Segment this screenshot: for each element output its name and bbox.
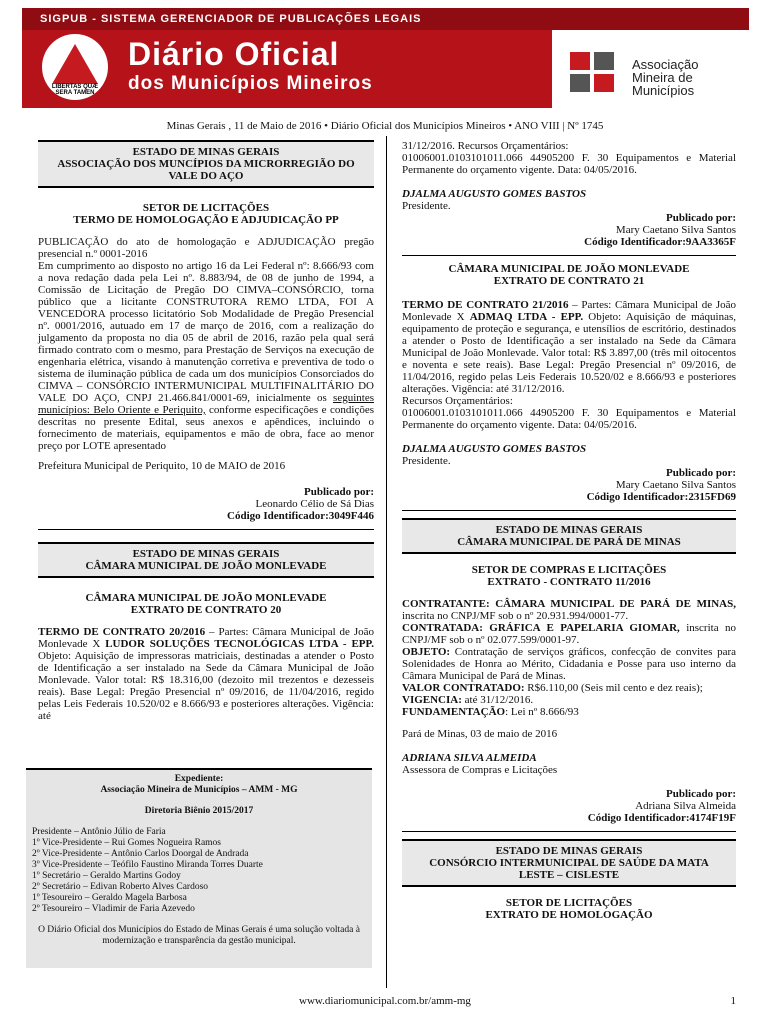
bold-text: TERMO DE CONTRATO 20/2016 <box>38 626 206 638</box>
page-number: 1 <box>730 995 736 1007</box>
amm-line-2: Mineira de <box>632 70 693 85</box>
identifier-code: Código Identificador:9AA3365F <box>584 236 736 248</box>
member: Presidente – Antônio Júlio de Faria <box>32 827 166 837</box>
published-label: Publicado por: <box>666 212 736 224</box>
signatory-name: ADRIANA SILVA ALMEIDA <box>402 752 537 764</box>
value: : GRÁFICA E PAPELARIA GIOMAR, <box>479 622 680 634</box>
box-line: ASSOCIAÇÃO DOS MUNCÍPIOS DA MICRORREGIÃO DO <box>57 158 355 170</box>
member: 1º Vice-Presidente – Rui Gomes Nogueira Ramos <box>32 838 221 848</box>
paragraph <box>38 260 374 452</box>
heading-line: CÂMARA MUNICIPAL DE JOÃO MONLEVADE <box>85 592 327 604</box>
heading-line: TERMO DE HOMOLOGAÇÃO E ADJUDICAÇÃO PP <box>73 214 339 226</box>
section-box-cisleste <box>402 839 736 887</box>
label: VALOR CONTRATADO: <box>402 682 525 694</box>
published-label: Publicado por: <box>666 788 736 800</box>
heading-line: EXTRATO - CONTRATO 11/2016 <box>487 576 651 588</box>
minas-gerais-seal-icon <box>42 34 108 100</box>
signatory-role: Presidente. <box>402 200 451 212</box>
text: Em cumprimento ao disposto no artigo 16 da Lei Federal nº: 8.666/93 com a nova redação dada pela Lei nº. 8.883/94, de 08 de junho de 1994, a Comissão de Licitação de Pregão DO CIMVA–CONSÓRCIO, torna público que a licitante CONSTRUTORA REMO LTDA, FOI A VENCEDORA processo licitatório Sob Modalidade de Pregão Presencial nº. 0001/2016, autuado em 17 de março de 2016, com a realização do julgamento da proposta no dia 05 de abril de 2016, razão pela qual será firmado contrato com o mesmo, para Prestação de Serviços na execução de engenharia elétrica, visando à manutenção corretiva e preventiva de todo o sistema de iluminação pública de cada um dos municípios Consorciados do CIMVA – CONSÓRCIO INTERMUNICIPAL MULTIFINALITÁRIO DO VALE DO AÇO, CNPJ 21.466.841/0001-69, inicialmente os <box>38 260 374 404</box>
contract-details <box>402 598 736 718</box>
label: VIGENCIA: <box>402 694 462 706</box>
member: 1º Tesoureiro – Geraldo Magela Barbosa <box>32 893 187 903</box>
section-heading <box>402 564 736 588</box>
amm-logo-text <box>632 58 698 97</box>
paragraph <box>402 407 736 431</box>
amm-logo-icon <box>570 52 614 92</box>
expediente-title: Expediente: <box>174 774 224 784</box>
section-box-para-de-minas <box>402 518 736 554</box>
text: Recursos Orçamentários: <box>402 395 513 407</box>
text: 01006001.0103101011.066 44905200 F. 30 Equipamentos e Material Permanente do orçamento vigente. Data: 04/05/2016. <box>402 407 736 431</box>
box-line: ESTADO DE MINAS GERAIS <box>132 548 280 560</box>
signatory-name: DJALMA AUGUSTO GOMES BASTOS <box>402 188 587 200</box>
identifier-code: Código Identificador:3049F446 <box>227 510 374 522</box>
heading-line: CÂMARA MUNICIPAL DE JOÃO MONLEVADE <box>448 263 690 275</box>
heading-line: EXTRATO DE CONTRATO 21 <box>493 275 645 287</box>
signatory-role: Assessora de Compras e Licitações <box>402 764 558 776</box>
box-line: ESTADO DE MINAS GERAIS <box>495 524 643 536</box>
paragraph <box>402 299 736 395</box>
text: – Partes: Câmara Municipal de João Monlevade X <box>402 299 736 323</box>
published-by <box>402 467 736 503</box>
sigpub-strip: SIGPUB - SISTEMA GERENCIADOR DE PUBLICAÇÕES LEGAIS <box>22 8 749 30</box>
text: R$6.110,00 (Seis mil cento e dez reais); <box>524 682 703 694</box>
publisher-name: Adriana Silva Almeida <box>635 800 736 812</box>
label: CONTRATANTE <box>402 598 486 610</box>
box-line: CÂMARA MUNICIPAL DE JOÃO MONLEVADE <box>85 560 327 572</box>
paragraph <box>402 395 736 407</box>
published-label: Publicado por: <box>666 467 736 479</box>
label: CONTRATADA <box>402 622 480 634</box>
member: 3º Vice-Presidente – Teófilo Faustino Miranda Torres Duarte <box>32 860 263 870</box>
masthead-title: Diário Oficial <box>128 36 340 72</box>
section-heading <box>38 202 374 226</box>
section-heading <box>402 263 736 287</box>
box-line: ESTADO DE MINAS GERAIS <box>495 845 643 857</box>
heading-line: SETOR DE COMPRAS E LICITAÇÕES <box>471 564 667 576</box>
signatory-name: DJALMA AUGUSTO GOMES BASTOS <box>402 443 587 455</box>
heading-line: SETOR DE LICITAÇÕES <box>505 897 633 909</box>
published-by <box>402 212 736 248</box>
box-line: CÂMARA MUNICIPAL DE PARÁ DE MINAS <box>457 536 681 548</box>
seal-triangle <box>52 44 98 84</box>
place-date: Prefeitura Municipal de Periquito, 10 de MAIO de 2016 <box>38 460 286 472</box>
divider <box>402 510 736 511</box>
published-by <box>402 788 736 824</box>
text: inscrita no CNPJ/MF sob o nº 02.077.599/0001-97. <box>402 622 736 646</box>
heading-line: SETOR DE LICITAÇÕES <box>142 202 270 214</box>
heading-line: EXTRATO DE CONTRATO 20 <box>130 604 282 616</box>
text: : Lei nº 8.666/93 <box>505 706 579 718</box>
underlined-text: seguintes municípios: Belo Oriente e Periquito, <box>38 392 374 416</box>
section-heading <box>402 897 736 921</box>
value: : CÂMARA MUNICIPAL DE PARÁ DE MINAS, <box>485 598 736 610</box>
masthead-subtitle: dos Municípios Mineiros <box>128 73 373 94</box>
label: OBJETO: <box>402 646 451 658</box>
published-label: Publicado por: <box>304 486 374 498</box>
section-box-camara-joao-monlevade <box>38 542 374 578</box>
section-heading <box>38 592 374 616</box>
paragraph <box>38 236 374 260</box>
identifier-code: Código Identificador:4174F19F <box>587 812 736 824</box>
expediente-box <box>26 768 372 968</box>
paragraph <box>402 152 736 176</box>
paragraph <box>38 626 374 722</box>
text: Contratação de serviços gráficos, confecção de convites para Solenidades de Honra ao Mérito, Cidadania e Posse para uso interno da Câmara Municipal de Pará de Minas. <box>402 646 736 682</box>
expediente-directory: Diretoria Biênio 2015/2017 <box>144 806 254 816</box>
seal-text: LIBERTAS QUÆ SERA TAMEN <box>51 84 99 96</box>
member: 2º Tesoureiro – Vladimir de Faria Azevedo <box>32 904 195 914</box>
text: Objeto: Aquisição de impressoras matriciais, destinadas a atender o Posto de Identificação a ser instalado na Sede da Câmara Municipal de João Monlevade. Valor total: R$ 18.316,00 (dezoito mil trezentos e dezesseis reais). Base Legal: Pregão Presencial nº 09/2016, de 11/04/2016, regido pelas Leis Federais 10.520/02 e 8.666/93 e posteriores alterações. Vigência: até <box>38 650 374 722</box>
text: Objeto: Aquisição de máquinas, equipamento de proteção e segurança, e utensílios de escritório, destinados a atender o Posto de Identificação a ser instalado na Sede da Câmara Municipal de João Monlevade. Valor total: R$ 3.897,00 (três mil oitocentos e noventa e sete reais). Base Legal: Pregão Presencial nº 09/2016, de 11/04/2016, regido pelas Leis Federais 10.520/02 e 8.666/93 e posteriores alterações. Vigência: até 31/12/2016. <box>402 311 736 395</box>
section-box-vale-do-aco <box>38 140 374 188</box>
member: 2º Secretário – Edivan Roberto Alves Cardoso <box>32 882 209 892</box>
signatory-role: Presidente. <box>402 455 451 467</box>
issue-header: Minas Gerais , 11 de Maio de 2016 • Diário Oficial dos Municípios Mineiros • ANO VIII | Nº 1745 <box>166 120 604 132</box>
masthead-banner <box>22 8 749 108</box>
text: – Partes: Câmara Municipal de João Monlevade X <box>38 626 374 650</box>
box-line: CONSÓRCIO INTERMUNICIPAL DE SAÚDE DA MATA <box>429 857 709 869</box>
divider <box>402 831 736 832</box>
text: inscrita no CNPJ/MF sob o nº 20.931.994/0001-77. <box>402 610 629 622</box>
member: 2º Vice-Presidente – Antônio Carlos Doorgal de Andrada <box>32 849 249 859</box>
box-line: ESTADO DE MINAS GERAIS <box>132 146 280 158</box>
text: conforme especificações e condições descritas no presente Edital, seus anexos e apêndices, incluindo o fornecimento de materiais, equipamentos e mão de obra, face ao menor preço por LOTE apresentado <box>38 404 375 452</box>
member: 1º Secretário – Geraldo Martins Godoy <box>32 871 181 881</box>
text: 31/12/2016. Recursos Orçamentários: <box>402 140 569 152</box>
box-line: VALE DO AÇO <box>168 170 244 182</box>
text: PUBLICAÇÃO do ato de homologação e ADJUDICAÇÃO pregão presencial n.º 0001-2016 <box>38 236 374 260</box>
publisher-name: Leonardo Célio de Sá Dias <box>255 498 374 510</box>
paragraph <box>402 140 736 152</box>
expediente-note: O Diário Oficial dos Municípios do Estado de Minas Gerais é uma solução voltada à modernização e transparência da gestão municipal. <box>38 925 360 946</box>
column-divider <box>386 136 387 988</box>
amm-line-1: Associação <box>632 57 699 72</box>
left-column <box>38 140 374 730</box>
bold-text: ADMAQ LTDA - EPP. <box>469 311 584 323</box>
expediente-assoc: Associação Mineira de Municípios – AMM - MG <box>100 785 298 795</box>
amm-line-3: Municípios <box>632 83 695 98</box>
text: até 31/12/2016. <box>461 694 534 706</box>
divider <box>38 529 374 530</box>
box-line: LESTE – CISLESTE <box>518 869 620 881</box>
publisher-name: Mary Caetano Silva Santos <box>615 479 736 491</box>
bold-text: LUDOR SOLUÇÕES TECNOLÓGICAS LTDA - EPP. <box>105 638 374 650</box>
right-column <box>402 140 736 921</box>
footer-url[interactable]: www.diariomunicipal.com.br/amm-mg <box>299 995 471 1007</box>
label: FUNDAMENTAÇÃO <box>402 706 506 718</box>
member-list <box>32 827 366 915</box>
text: 01006001.0103101011.066 44905200 F. 30 Equipamentos e Material Permanente do orçamento vigente. Data: 04/05/2016. <box>402 152 736 176</box>
publisher-name: Mary Caetano Silva Santos <box>615 224 736 236</box>
published-by <box>38 486 374 522</box>
divider <box>402 255 736 256</box>
bold-text: TERMO DE CONTRATO 21/2016 <box>402 299 569 311</box>
heading-line: EXTRATO DE HOMOLOGAÇÃO <box>485 909 653 921</box>
identifier-code: Código Identificador:2315FD69 <box>586 491 736 503</box>
place-date: Pará de Minas, 03 de maio de 2016 <box>402 728 558 740</box>
